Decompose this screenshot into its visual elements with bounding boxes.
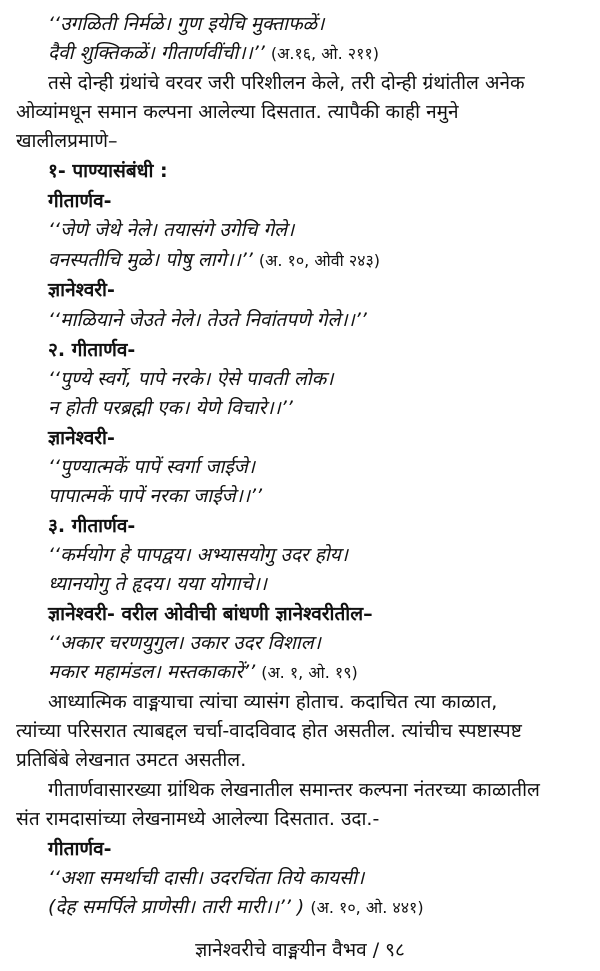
source-heading: ज्ञानेश्वरी-: [48, 279, 115, 301]
quote-line: (देह समर्पिले प्राणेसी। तारी मारी।।’’ ) (अ. १०, ओ. ४४१): [48, 896, 424, 918]
source-heading: ज्ञानेश्वरी- वरील ओवीची बांधणी ज्ञानेश्वरीतील–: [48, 603, 373, 625]
quote-line: ‘‘कर्मयोग हे पापद्वय। अभ्यासयोगु उदर होय।: [48, 544, 348, 566]
verse-reference: (अ. १, ओ. १९): [261, 663, 358, 682]
source-heading: ज्ञानेश्वरी-: [48, 427, 115, 449]
paragraph-line: आध्यात्मिक वाङ्मयाचा त्यांचा व्यासंग होताच. कदाचित त्या काळात,: [48, 691, 498, 713]
verse-reference: (अ.१६, ओ. २११): [270, 44, 379, 63]
quote-line: ध्यानयोगु ते हृदय। यया योगाचे।।: [48, 573, 268, 595]
quote-line: न होती परब्रह्मी एक। येणे विचारे।।’’: [48, 397, 293, 419]
paragraph-line: खालीलप्रमाणे–: [16, 130, 118, 152]
quote-line: ‘‘पुण्ये स्वर्गे, पापे नरके। ऐसे पावती लोक।: [48, 368, 334, 390]
quote-line: ‘‘पुण्यात्मकें पापें स्वर्गा जाईजे।: [48, 456, 255, 478]
verse-reference: (अ. १०, ओवी २४३): [258, 251, 381, 270]
quote-line: वनस्पतीचि मुळे। पोषु लागे।।’’ (अ. १०, ओवी २४३): [48, 249, 381, 271]
quote-line: ‘‘माळियाने जेउते नेले। तेउते निवांतपणे गेले।।’’: [48, 309, 367, 331]
quote-line: दैवी शुक्तिकळें। गीतार्णवींची।।’’ (अ.१६, ओ. २११): [48, 42, 379, 64]
quote-line: ‘‘उगळिती निर्मळे। गुण इयेचि मुक्ताफळें।: [48, 13, 325, 35]
quote-line: पापात्मकें पापें नरका जाईजे।।’’: [48, 485, 263, 507]
section-heading: २. गीतार्णव-: [48, 339, 136, 361]
quote-line: ‘‘अशा समर्थाची दासी। उदरचिंता तिये कायसी।: [48, 867, 365, 889]
page-footer: ज्ञानेश्वरीचे वाङ्मयीन वैभव / ९८: [195, 939, 405, 961]
paragraph-line: प्रतिबिंबे लेखनात उमटत असतील.: [16, 749, 247, 771]
quote-line: ‘‘अकार चरणयुगुल। उकार उदर विशाल।: [48, 632, 321, 654]
section-heading: १- पाण्यासंबंधी :: [48, 160, 168, 182]
quote-line: मकार महामंडल। मस्तकाकारें’’ (अ. १, ओ. १९): [48, 661, 358, 683]
verse-reference: (अ. १०, ओ. ४४१): [310, 898, 424, 917]
paragraph-line: संत रामदासांच्या लेखनामध्ये आलेल्या दिसतात. उदा.-: [16, 808, 380, 830]
quote-line: ‘‘जेणे जेथे नेले। तयासंगे उगेचि गेले।: [48, 219, 295, 241]
paragraph-line: ओव्यांमधून समान कल्पना आलेल्या दिसतात. त्यापैकी काही नमुने: [16, 101, 459, 123]
paragraph-line: त्यांच्या परिसरात त्याबद्दल चर्चा-वादविवाद होत असतील. त्यांचीच स्पष्टास्पष्ट: [16, 720, 522, 742]
paragraph-line: गीतार्णवासारख्या ग्रांथिक लेखनातील समान्तर कल्पना नंतरच्या काळातील: [48, 779, 540, 801]
source-heading: गीतार्णव-: [48, 190, 112, 212]
source-heading: गीतार्णव-: [48, 838, 112, 860]
section-heading: ३. गीतार्णव-: [48, 515, 136, 537]
paragraph-line: तसे दोन्ही ग्रंथांचे वरवर जरी परिशीलन केले, तरी दोन्ही ग्रंथांतील अनेक: [48, 72, 525, 94]
